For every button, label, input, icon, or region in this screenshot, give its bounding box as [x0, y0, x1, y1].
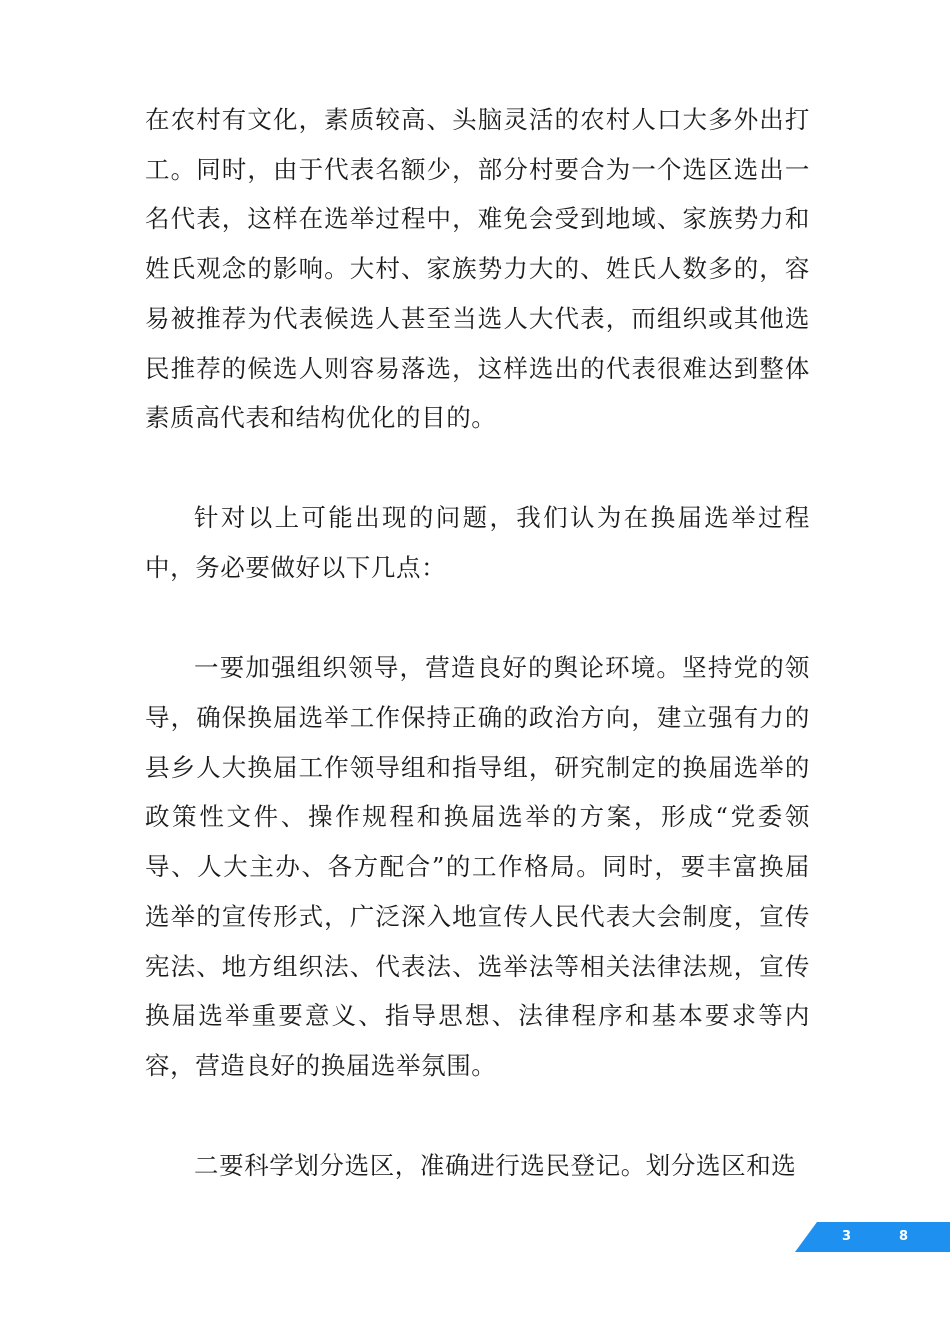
paragraph-point-one: 一要加强组织领导，营造良好的舆论环境。坚持党的领导，确保换届选举工作保持正确的政治方向，建立强有力的县乡人大换届工作领导组和指导组，研究制定的换届选举的政策性文件、操作规程和换届选举的方案，形成“党委领导、人大主办、各方配合”的工作格局。同时，要丰富换届选举的宣传形式，广泛深入地宣传人民代表大会制度，宣传宪法、地方组织法、代表法、选举法等相关法律法规，宣传换届选举重要意义、指导思想、法律程序和基本要求等内容，营造良好的换届选举氛围。	[145, 653, 810, 1080]
paragraph-point-two: 二要科学划分选区，准确进行选民登记。划分选区和选	[194, 1150, 797, 1180]
paragraph-spacer	[145, 592, 810, 643]
paragraph-spacer	[145, 1091, 810, 1141]
paragraph-spacer	[145, 443, 810, 493]
page-total-number: 8	[899, 1229, 909, 1244]
page-current-number: 3	[842, 1229, 852, 1244]
paragraph-intro-points: 针对以上可能出现的问题，我们认为在换届选举过程中，务必要做好以下几点：	[145, 502, 810, 582]
paragraph-continuation: 在农村有文化，素质较高、头脑灵活的农村人口大多外出打工。同时，由于代表名额少，部分村要合为一个选区选出一名代表，这样在选举过程中，难免会受到地域、家族势力和姓氏观念的影响。大村、家族势力大的、姓氏人数多的，容易被推荐为代表候选人甚至当选人大代表，而组织或其他选民推荐的候选人则容易落选，这样选出的代表很难达到整体素质高代表和结构优化的目的。	[145, 105, 810, 433]
document-body	[145, 95, 810, 1190]
page-number-badge	[795, 1222, 950, 1252]
page-footer	[0, 1222, 950, 1252]
